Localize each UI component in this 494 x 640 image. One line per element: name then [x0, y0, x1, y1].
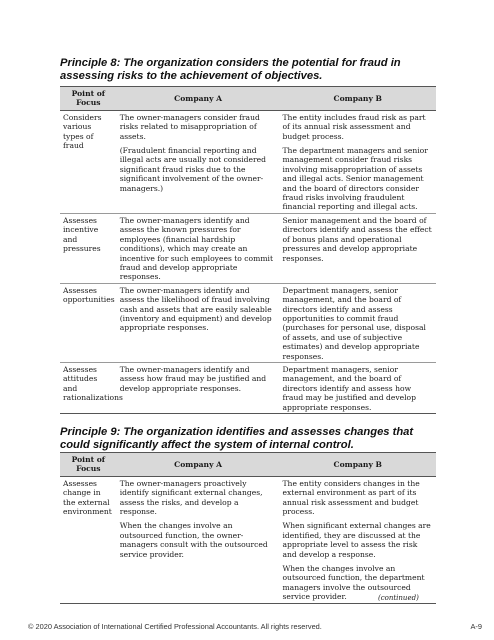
- cell-paragraph: The entity considers changes in the external environment as part of its annual risk assessment and budget process.: [282, 478, 420, 517]
- focus-cell: Assesses opportunities: [60, 283, 117, 362]
- company-a-cell: [117, 283, 280, 362]
- company-a-cell: [117, 476, 280, 603]
- cell-paragraph: When the changes involve an outsourced function, the department managers involve the outsourced service provider.: [282, 564, 425, 602]
- focus-cell: Assesses attitudes and rationalizations: [60, 362, 117, 413]
- table-row: [60, 476, 436, 603]
- table-row: [60, 283, 436, 362]
- principle-8-heading: Principle 8: The organization considers the potential for fraud in assessing risks to the achievement of objectives.: [60, 57, 401, 82]
- cell-paragraph: Senior management and the board of directors identify and assess the effect of bonus plans and operational pressures and develop appropriate responses.: [282, 215, 432, 263]
- company-b-cell: [279, 362, 436, 413]
- cell-paragraph: The owner-managers identify and assess the likelihood of fraud involving cash and assets that are easily saleable (inventory and equipment) and develop appropriate responses.: [119, 285, 272, 333]
- page-footer: [28, 622, 482, 631]
- cell-paragraph: Department managers, senior management, and the board of directors identify and assess how fraud may be justified and develop appropriate responses.: [282, 364, 416, 412]
- cell-paragraph: Department managers, senior management, and the board of directors identify and assess opportunities to commit fraud (purchases for personal use, disposal of assets, and use of subjective estimates) and develop appropriate responses.: [282, 285, 426, 361]
- company-b-cell: [279, 283, 436, 362]
- table-row: [60, 213, 436, 283]
- page-number: A-9: [470, 622, 482, 631]
- copyright-text: © 2020 Association of International Certified Professional Accountants. All rights reserved.: [28, 622, 322, 631]
- cell-paragraph: The owner-managers proactively identify significant external changes, assess the risks, and develop a response.: [119, 478, 263, 517]
- continued-note: (continued): [378, 594, 419, 602]
- principle-8-table: [60, 86, 436, 414]
- company-a-cell: [117, 110, 280, 213]
- cell-paragraph: The owner-managers identify and assess the known pressures for employees (financial hardship conditions), which may create an incentive for such employees to commit fraud and develop appropriate responses.: [119, 215, 273, 282]
- header-point-of-focus: Point of Focus: [60, 453, 117, 477]
- cell-paragraph: (Fraudulent financial reporting and illegal acts are usually not considered significant fraud risks due to the significant involvement of the owner-managers.): [119, 146, 266, 193]
- table-row: [60, 110, 436, 213]
- company-b-cell: [279, 476, 436, 603]
- focus-cell: Assesses change in the external environment: [60, 476, 117, 603]
- table-header-row: [60, 87, 436, 111]
- focus-cell: Considers various types of fraud: [60, 110, 117, 213]
- cell-paragraph: The entity includes fraud risk as part of its annual risk assessment and budget process.: [282, 112, 426, 141]
- header-company-b: Company B: [279, 87, 436, 111]
- principle-9-heading: Principle 9: The organization identifies and assesses changes that could significantly affect the system of internal control.: [60, 426, 414, 451]
- cell-paragraph: The owner-managers consider fraud risks related to misappropriation of assets.: [119, 112, 260, 141]
- table-header-row: [60, 453, 436, 477]
- cell-paragraph: When the changes involve an outsourced function, the owner-managers consult with the outsourced service provider.: [119, 521, 268, 559]
- header-company-a: Company A: [117, 87, 280, 111]
- focus-cell: Assesses incentive and pressures: [60, 213, 117, 283]
- cell-paragraph: The department managers and senior management consider fraud risks involving misappropriation of assets and illegal acts. Senior management and the board of directors consider fraud risks involving fraudulent financial reporting and illegal acts.: [282, 146, 428, 212]
- cell-paragraph: The owner-managers identify and assess how fraud may be justified and develop appropriate responses.: [119, 364, 267, 393]
- table-row: [60, 362, 436, 413]
- principle-9-table: [60, 452, 436, 604]
- header-company-b: Company B: [279, 453, 436, 477]
- company-a-cell: [117, 362, 280, 413]
- header-point-of-focus: Point of Focus: [60, 87, 117, 111]
- company-b-cell: [279, 110, 436, 213]
- header-company-a: Company A: [117, 453, 280, 477]
- cell-paragraph: When significant external changes are identified, they are discussed at the appropriate level to assess the risk and develop a response.: [282, 521, 431, 559]
- company-b-cell: [279, 213, 436, 283]
- company-a-cell: [117, 213, 280, 283]
